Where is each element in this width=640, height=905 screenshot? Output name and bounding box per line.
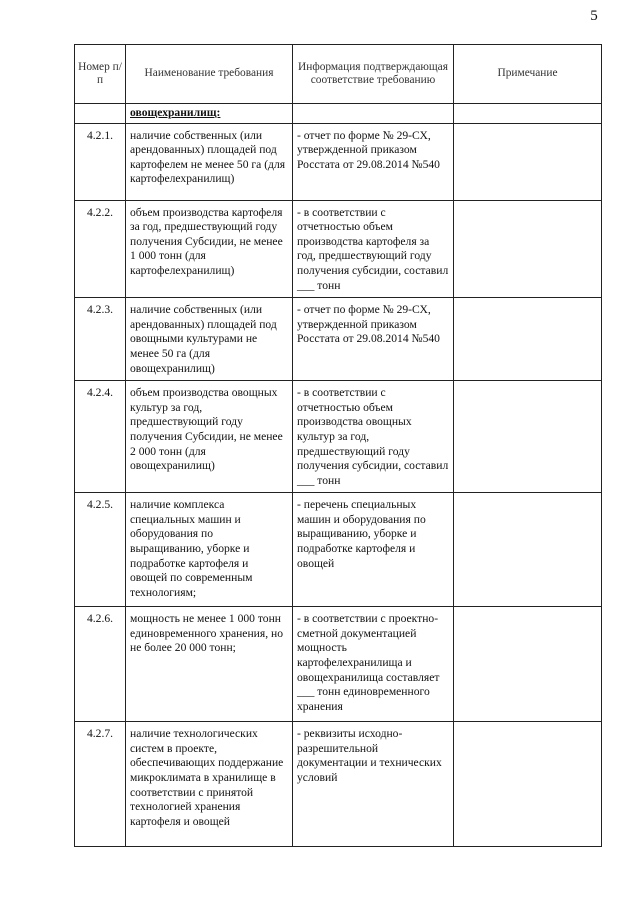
header-note: Примечание: [454, 45, 602, 104]
confirming-info: - в соответствии с отчетностью объем производства картофеля за год, предшествующий году получения субсидии, составил ___ тонн: [293, 200, 454, 298]
confirming-info: - в соответствии с отчетностью объем производства овощных культур за год, предшествующий году получения субсидии, составил ___ тонн: [293, 381, 454, 493]
row-number: 4.2.6.: [75, 607, 126, 722]
table-row: [75, 298, 602, 381]
row-number: 4.2.5.: [75, 493, 126, 607]
page-number: 5: [590, 8, 598, 24]
table-row: [75, 607, 602, 722]
requirement-name: объем производства картофеля за год, предшествующий году получения Субсидии, не менее 1 000 тонн (для картофелехранилищ): [126, 200, 293, 298]
table-row: [75, 381, 602, 493]
table-row: [75, 200, 602, 298]
table-row: [75, 123, 602, 200]
note-cell: [454, 298, 602, 381]
section-row: [75, 104, 602, 124]
header-number: Номер п/п: [75, 45, 126, 104]
row-number: 4.2.7.: [75, 722, 126, 847]
row-number: 4.2.3.: [75, 298, 126, 381]
requirement-name: наличие собственных (или арендованных) площадей под картофелем не менее 50 га (для картофелехранилищ): [126, 123, 293, 200]
note-cell: [454, 722, 602, 847]
confirming-info: - перечень специальных машин и оборудования по выращиванию, уборке и подработке картофеля и овощей: [293, 493, 454, 607]
requirement-name: наличие комплекса специальных машин и оборудования по выращиванию, уборке и подработке картофеля и овощей по современным технологиям;: [126, 493, 293, 607]
row-number: 4.2.1.: [75, 123, 126, 200]
requirement-name: мощность не менее 1 000 тонн единовременного хранения, но не более 20 000 тонн;: [126, 607, 293, 722]
section-number-cell: [75, 104, 126, 124]
note-cell: [454, 123, 602, 200]
note-cell: [454, 200, 602, 298]
table-header-row: [75, 45, 602, 104]
table-row: [75, 722, 602, 847]
requirements-table: [74, 44, 602, 847]
table-row: [75, 493, 602, 607]
row-number: 4.2.4.: [75, 381, 126, 493]
section-info-cell: [293, 104, 454, 124]
confirming-info: - реквизиты исходно-разрешительной документации и технических условий: [293, 722, 454, 847]
requirement-name: наличие собственных (или арендованных) площадей под овощными культурами не менее 50 га (для овощехранилищ): [126, 298, 293, 381]
confirming-info: - в соответствии с проектно-сметной документацией мощность картофелехранилища и овощехранилища составляет ___ тонн единовременного хранения: [293, 607, 454, 722]
requirement-name: наличие технологических систем в проекте, обеспечивающих поддержание микроклимата в хранилище в соответствии с принятой технологией хранения картофеля и овощей: [126, 722, 293, 847]
note-cell: [454, 607, 602, 722]
section-note-cell: [454, 104, 602, 124]
note-cell: [454, 493, 602, 607]
section-title-cell: [126, 104, 293, 124]
header-confirming-info: Информация подтверждающая соответствие требованию: [293, 45, 454, 104]
requirement-name: объем производства овощных культур за год, предшествующий году получения Субсидии, не менее 2 000 тонн (для овощехранилищ): [126, 381, 293, 493]
section-title: овощехранилищ:: [130, 106, 221, 119]
header-requirement-name: Наименование требования: [126, 45, 293, 104]
confirming-info: - отчет по форме № 29-СХ, утвержденной приказом Росстата от 29.08.2014 №540: [293, 298, 454, 381]
row-number: 4.2.2.: [75, 200, 126, 298]
note-cell: [454, 381, 602, 493]
confirming-info: - отчет по форме № 29-СХ, утвержденной приказом Росстата от 29.08.2014 №540: [293, 123, 454, 200]
